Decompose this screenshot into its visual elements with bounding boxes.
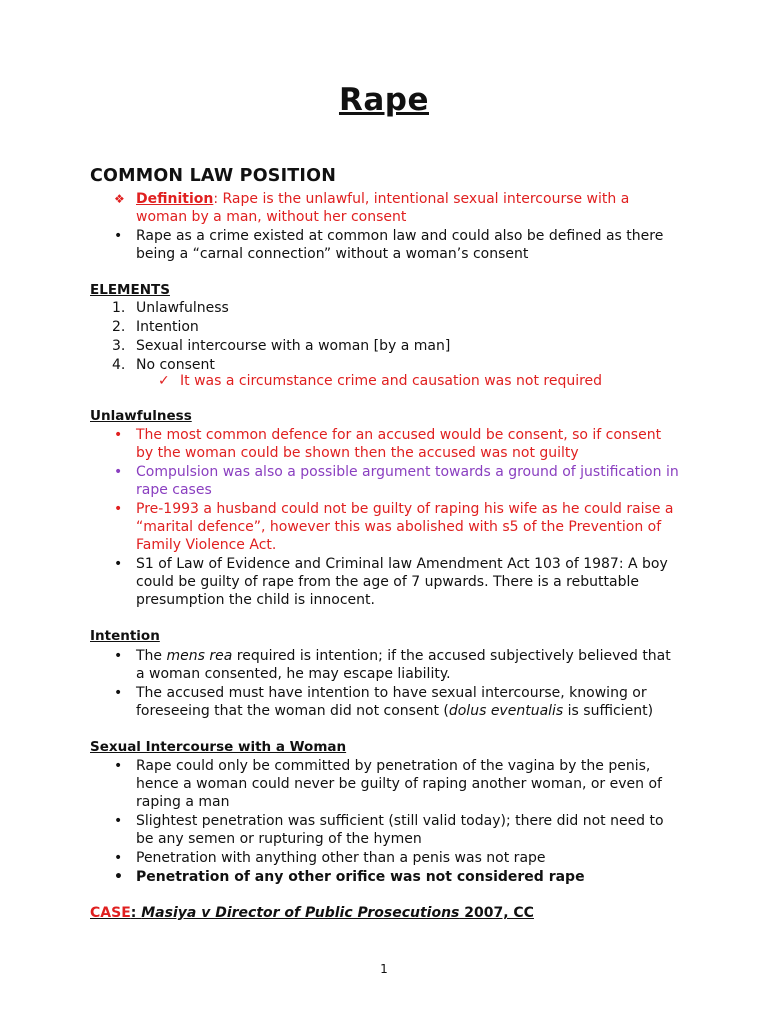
list-item: [90, 426, 680, 462]
intention-heading: Intention: [90, 628, 160, 644]
common-law-list: [90, 190, 680, 264]
list-item-text: The accused must have intention to have sexual intercourse, knowing or foreseeing that the woman did not consent (: [136, 685, 647, 719]
case-separator: :: [130, 905, 142, 921]
list-number: 3.: [112, 338, 126, 354]
list-item-text: The most common defence for an accused would be consent, so if consent by the woman could be shown then the accused was not guilty: [136, 427, 662, 461]
common-law-heading: COMMON LAW POSITION: [90, 166, 337, 186]
list-item: [90, 849, 680, 867]
bullet-icon: •: [114, 869, 123, 885]
bullet-icon: •: [114, 813, 123, 829]
bullet-icon: •: [114, 427, 123, 443]
case-label: CASE: [90, 905, 131, 921]
list-number: 4.: [112, 357, 126, 373]
intercourse-list: [90, 757, 680, 887]
unlawfulness-heading: Unlawfulness: [90, 408, 192, 424]
list-item-text: Unlawfulness: [136, 300, 229, 316]
mens-rea-term: mens rea: [166, 648, 233, 664]
list-item: [90, 190, 680, 226]
intention-list: [90, 647, 680, 721]
list-item: [90, 555, 680, 609]
elements-heading: ELEMENTS: [90, 282, 170, 298]
list-item: [90, 812, 680, 848]
list-item: [90, 647, 680, 683]
bullet-icon: •: [114, 228, 123, 244]
definition-text: : Rape is the unlawful, intentional sexual intercourse with a woman by a man, without her consent: [136, 191, 630, 225]
list-item-text: No consent: [136, 357, 215, 373]
list-item-text: S1 of Law of Evidence and Criminal law Amendment Act 103 of 1987: A boy could be guilty of rape from the age of 7 upwards. There is a rebuttable presumption the child is innocent.: [136, 556, 668, 608]
list-item-text: is sufficient): [563, 703, 654, 719]
case-year: 2007, CC: [459, 905, 534, 921]
bullet-icon: •: [114, 501, 123, 517]
page-title: Rape: [338, 82, 429, 118]
list-item-text: Rape could only be committed by penetration of the vagina by the penis, hence a woman could never be guilty of raping another woman, or even of raping a man: [136, 758, 662, 810]
list-item-text: Penetration with anything other than a penis was not rape: [136, 850, 546, 866]
list-number: 2.: [112, 319, 126, 335]
case-citation: [90, 905, 534, 921]
diamond-bullet-icon: ❖: [114, 192, 125, 206]
list-item: [90, 337, 680, 355]
list-item: [90, 463, 680, 499]
list-item: [90, 227, 680, 263]
bullet-icon: •: [114, 648, 123, 664]
list-number: 1.: [112, 300, 126, 316]
list-item-text: Penetration of any other orifice was not considered rape: [136, 869, 585, 885]
list-item: [90, 757, 680, 811]
bullet-icon: •: [114, 464, 123, 480]
case-name: Masiya v Director of Public Prosecutions: [141, 905, 460, 921]
list-item: [90, 500, 680, 554]
list-item: [90, 318, 680, 336]
dolus-eventualis-term: dolus eventualis: [448, 703, 564, 719]
page-number: 1: [380, 962, 388, 976]
list-item-text: Compulsion was also a possible argument towards a ground of justification in rape cases: [136, 464, 679, 498]
definition-label: Definition: [136, 191, 214, 207]
list-item: [90, 868, 680, 886]
elements-list: [90, 299, 680, 375]
list-item-text: Sexual intercourse with a woman [by a man]: [136, 338, 451, 354]
list-item-text: Pre-1993 a husband could not be guilty of raping his wife as he could raise a “marital defence”, however this was abolished with s5 of the Prevention of Family Violence Act.: [136, 501, 674, 553]
list-item-text: Rape as a crime existed at common law and could also be defined as there being a “carnal connection” without a woman’s consent: [136, 228, 664, 262]
bullet-icon: •: [114, 758, 123, 774]
list-item: [90, 299, 680, 317]
list-item-text: Intention: [136, 319, 199, 335]
list-item-text: required is intention; if the accused subjectively believed that a woman consented, he may escape liability.: [136, 648, 671, 682]
unlawfulness-list: [90, 426, 680, 610]
bullet-icon: •: [114, 556, 123, 572]
list-item-text: The: [136, 648, 167, 664]
bullet-icon: •: [114, 685, 123, 701]
check-note-text: It was a circumstance crime and causation was not required: [180, 373, 603, 389]
list-item: [90, 684, 680, 720]
checkmark-icon: ✓: [158, 373, 170, 389]
intercourse-heading: Sexual Intercourse with a Woman: [90, 739, 347, 755]
bullet-icon: •: [114, 850, 123, 866]
list-item-text: Slightest penetration was sufficient (still valid today); there did not need to be any semen or rupturing of the hymen: [136, 813, 664, 847]
